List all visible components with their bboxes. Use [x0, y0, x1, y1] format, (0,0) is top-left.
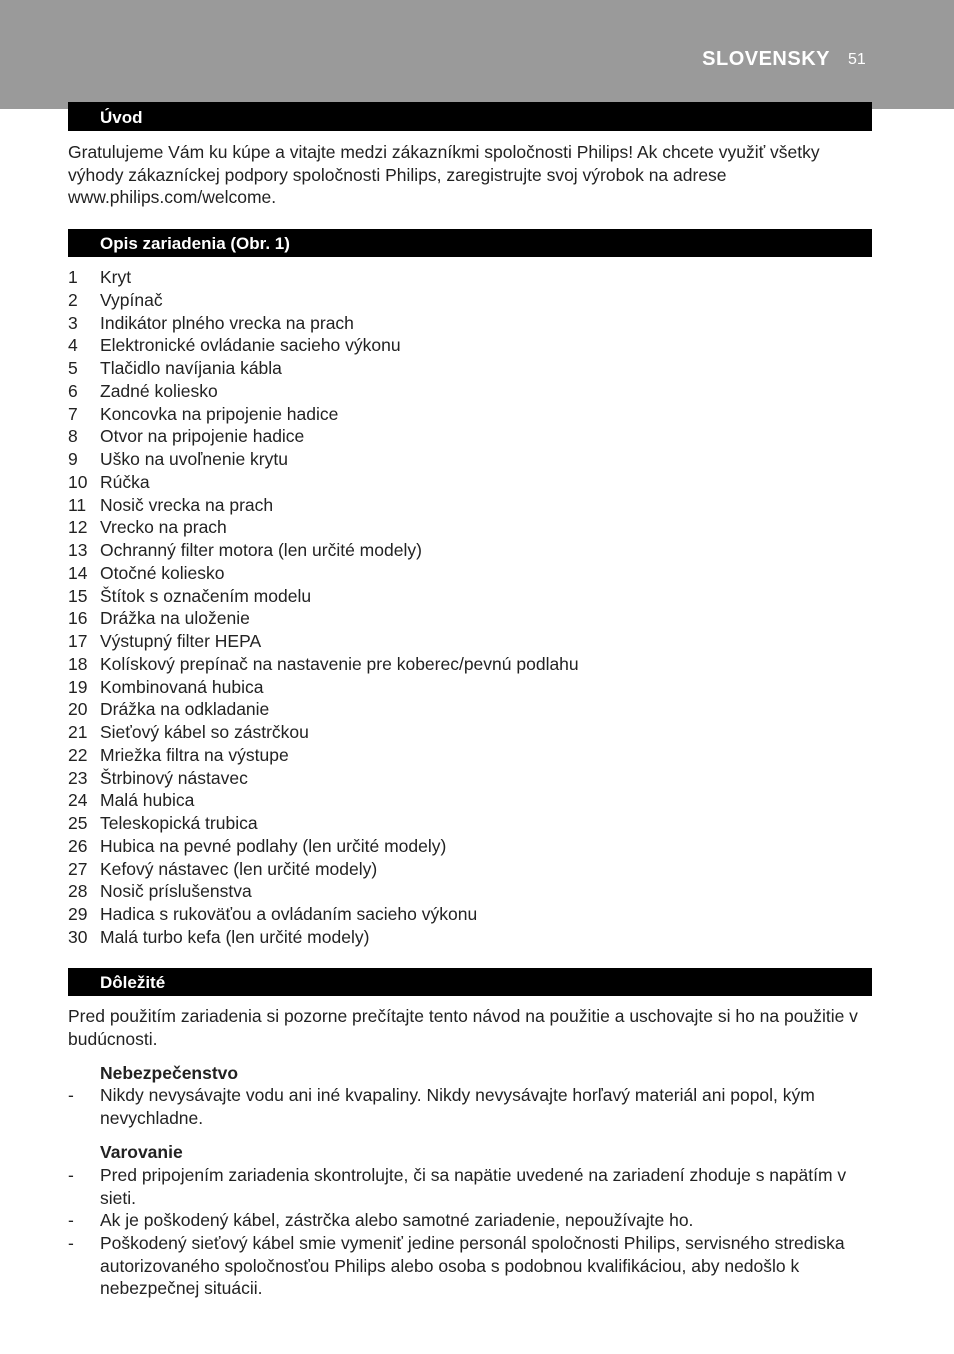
- item-label: Hadica s rukoväťou a ovládaním sacieho výkonu: [100, 904, 478, 924]
- section-title-intro: Úvod: [68, 103, 872, 131]
- list-item: [68, 903, 868, 926]
- item-label: Malá turbo kefa (len určité modely): [100, 926, 370, 947]
- item-label: Rúčka: [100, 471, 150, 492]
- item-number: 30: [68, 926, 88, 947]
- item-label: Drážka na odkladanie: [100, 699, 270, 720]
- item-number: 29: [68, 904, 88, 924]
- item-number: 1: [68, 267, 78, 287]
- item-label: Sieťový kábel so zástrčkou: [100, 722, 309, 742]
- language-label: SLOVENSKY: [702, 48, 830, 70]
- item-number: 25: [68, 813, 88, 833]
- list-item: [68, 266, 868, 289]
- important-paragraph: Pred použitím zariadenia si pozorne prečítajte tento návod na použitie a uschovajte si ho na použitie v budúcnosti.: [68, 1006, 858, 1049]
- item-label: Otočné koliesko: [100, 562, 225, 583]
- item-number: 11: [68, 494, 87, 515]
- list-item: [68, 835, 868, 858]
- warning-bullet: [68, 1164, 878, 1209]
- item-number: 12: [68, 517, 88, 538]
- bullet-dash: -: [68, 1085, 74, 1105]
- item-number: 8: [68, 426, 78, 447]
- list-item: [68, 334, 868, 357]
- list-item: [68, 539, 868, 562]
- item-number: 28: [68, 881, 88, 902]
- item-number: 16: [68, 608, 88, 629]
- item-number: 6: [68, 380, 78, 401]
- warning-bullet: [68, 1232, 878, 1300]
- item-number: 5: [68, 358, 78, 378]
- danger-bullet: [68, 1084, 878, 1129]
- list-item: [68, 653, 868, 676]
- warning-bullet-text: Poškodený sieťový kábel smie vymeniť jedine personál spoločnosti Philips, servisného strediska autorizovaného spoločnosťou Philips alebo osoba s podobnou kvalifikáciou, aby nedošlo k nebezpečnej situácii.: [100, 1233, 845, 1299]
- item-label: Zadné koliesko: [100, 380, 218, 401]
- item-label: Koncovka na pripojenie hadice: [100, 403, 339, 424]
- item-label: Kolískový prepínač na nastavenie pre koberec/pevnú podlahu: [100, 653, 579, 674]
- list-item: [68, 448, 868, 471]
- section-title-description: Opis zariadenia (Obr. 1): [68, 229, 872, 257]
- list-item: [68, 607, 868, 630]
- item-label: Hubica na pevné podlahy (len určité modely): [100, 835, 447, 856]
- list-item: [68, 289, 868, 312]
- item-number: 10: [68, 471, 88, 492]
- item-label: Kombinovaná hubica: [100, 676, 264, 697]
- item-number: 9: [68, 449, 78, 469]
- item-label: Ochranný filter motora (len určité modely): [100, 540, 422, 560]
- item-label: Uško na uvoľnenie krytu: [100, 449, 288, 469]
- list-item: [68, 698, 868, 721]
- item-label: Štítok s označením modelu: [100, 585, 312, 606]
- list-item: [68, 676, 868, 699]
- list-item: [68, 767, 868, 790]
- item-label: Kefový nástavec (len určité modely): [100, 858, 378, 879]
- parts-list: [68, 266, 868, 949]
- list-item: [68, 721, 868, 744]
- danger-bullet-text: Nikdy nevysávajte vodu ani iné kvapaliny. Nikdy nevysávajte horľavý materiál ani popol, kým nevychladne.: [100, 1085, 815, 1128]
- item-number: 7: [68, 403, 78, 424]
- warning-bullet: [68, 1209, 878, 1232]
- list-item: [68, 516, 868, 539]
- item-label: Kryt: [100, 267, 132, 287]
- list-item: [68, 744, 868, 767]
- list-item: [68, 630, 868, 653]
- list-item: [68, 926, 868, 949]
- list-item: [68, 425, 868, 448]
- list-item: [68, 471, 868, 494]
- list-item: [68, 494, 868, 517]
- item-label: Otvor na pripojenie hadice: [100, 426, 305, 447]
- item-number: 20: [68, 699, 88, 720]
- item-label: Mriežka filtra na výstupe: [100, 744, 289, 765]
- list-item: [68, 789, 868, 812]
- item-label: Indikátor plného vrecka na prach: [100, 312, 354, 333]
- item-label: Vypínač: [100, 289, 163, 310]
- item-label: Drážka na uloženie: [100, 608, 250, 629]
- list-item: [68, 812, 868, 835]
- page-number: 51: [848, 51, 866, 68]
- list-item: [68, 403, 868, 426]
- section-title-important: Dôležité: [68, 968, 872, 996]
- item-number: 23: [68, 767, 88, 788]
- item-label: Elektronické ovládanie sacieho výkonu: [100, 335, 401, 356]
- item-number: 17: [68, 631, 88, 651]
- item-number: 22: [68, 744, 88, 765]
- list-item: [68, 858, 868, 881]
- item-label: Výstupný filter HEPA: [100, 631, 262, 651]
- item-number: 26: [68, 835, 88, 856]
- warning-heading: Varovanie: [100, 1142, 183, 1162]
- item-number: 24: [68, 790, 88, 811]
- list-item: [68, 880, 868, 903]
- danger-heading: Nebezpečenstvo: [100, 1063, 239, 1083]
- list-item: [68, 585, 868, 608]
- warning-bullet-text: Ak je poškodený kábel, zástrčka alebo samotné zariadenie, nepoužívajte ho.: [100, 1210, 694, 1230]
- item-number: 3: [68, 312, 78, 333]
- item-number: 2: [68, 289, 78, 310]
- item-label: Nosič príslušenstva: [100, 881, 252, 902]
- list-item: [68, 562, 868, 585]
- item-label: Štrbinový nástavec: [100, 767, 248, 788]
- item-label: Tlačidlo navíjania kábla: [100, 358, 282, 378]
- item-number: 19: [68, 676, 88, 697]
- bullet-dash: -: [68, 1165, 74, 1185]
- item-label: Malá hubica: [100, 790, 195, 811]
- bullet-dash: -: [68, 1233, 74, 1253]
- intro-paragraph: Gratulujeme Vám ku kúpe a vitajte medzi zákazníkmi spoločnosti Philips! Ak chcete využiť všetky výhody zákazníckej podpory spoločnosti Philips, zaregistrujte svoj výrobok na adrese www.philips.com/welcome.: [68, 142, 820, 208]
- item-number: 13: [68, 540, 88, 560]
- item-label: Nosič vrecka na prach: [100, 494, 274, 515]
- list-item: [68, 312, 868, 335]
- list-item: [68, 380, 868, 403]
- list-item: [68, 357, 868, 380]
- item-label: Teleskopická trubica: [100, 813, 258, 833]
- item-number: 18: [68, 653, 88, 674]
- item-number: 4: [68, 335, 78, 356]
- item-number: 21: [68, 722, 88, 742]
- bullet-dash: -: [68, 1210, 74, 1230]
- item-label: Vrecko na prach: [100, 517, 227, 538]
- item-number: 14: [68, 562, 88, 583]
- item-number: 15: [68, 585, 88, 606]
- item-number: 27: [68, 858, 88, 879]
- warning-bullet-text: Pred pripojením zariadenia skontrolujte, či sa napätie uvedené na zariadení zhoduje s napätím v sieti.: [100, 1165, 847, 1208]
